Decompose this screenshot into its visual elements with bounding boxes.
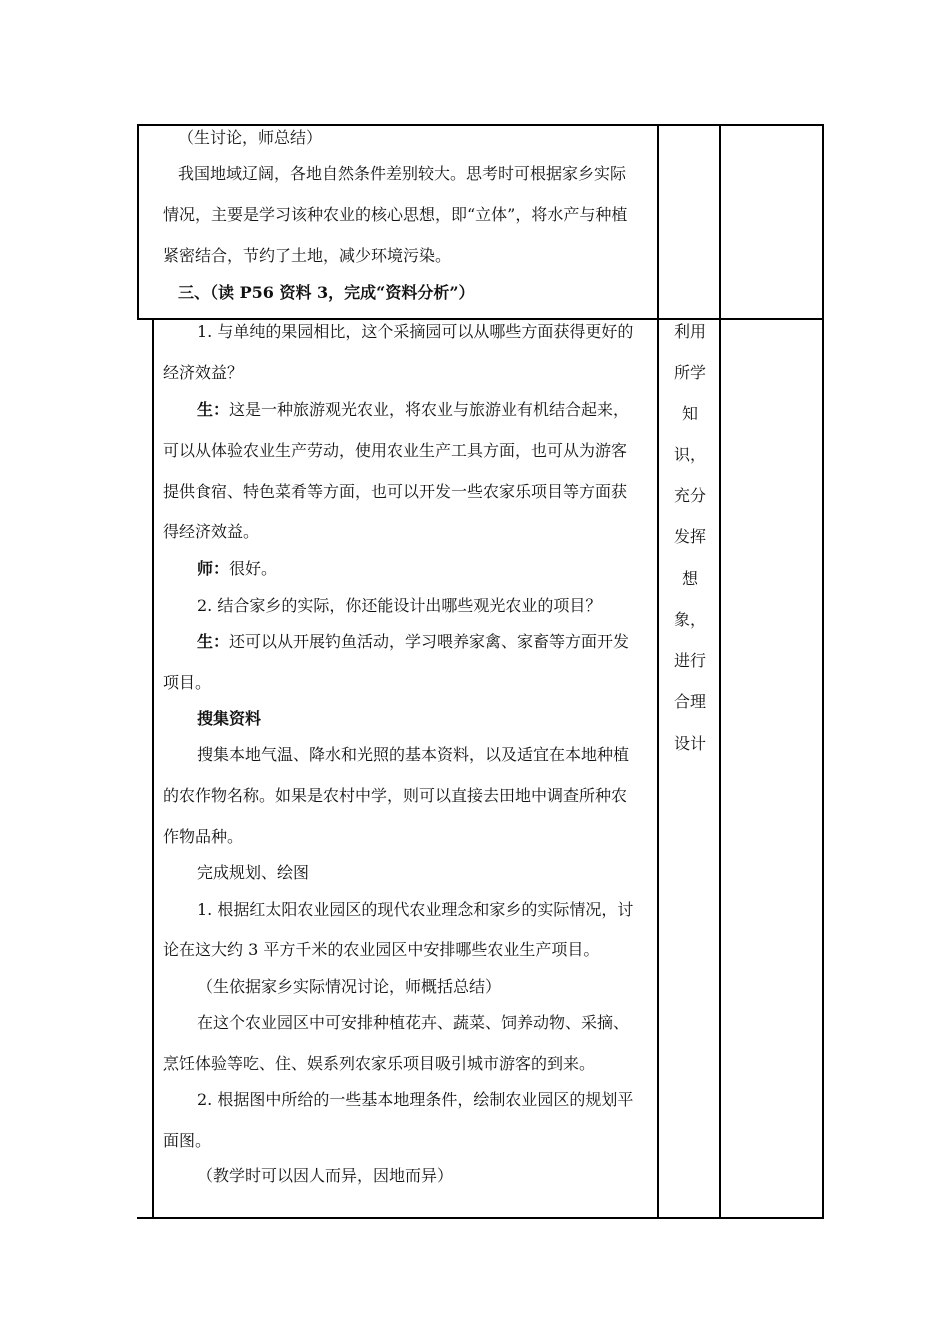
side-note: 所学 xyxy=(673,363,706,382)
side-note: 设计 xyxy=(673,734,706,753)
side-note: 象， xyxy=(673,610,706,629)
answer-2 xyxy=(197,632,629,652)
plan-2-cont: 面图。 xyxy=(163,1131,212,1150)
collect-text: 搜集本地气温、降水和光照的基本资料，以及适宜在本地种植 xyxy=(197,745,630,764)
question-1-cont: 经济效益？ xyxy=(163,363,244,382)
paragraph-line: 紧密结合，节约了土地，减少环境污染。 xyxy=(163,246,452,265)
side-note: 合理 xyxy=(673,692,706,711)
answer-1-cont: 提供食宿、特色菜肴等方面，也可以开发一些农家乐项目等方面获 xyxy=(163,482,628,501)
table-right-border xyxy=(822,124,824,1219)
plan-answer: 烹饪体验等吃、住、娱系列农家乐项目吸引城市游客的到来。 xyxy=(163,1054,596,1073)
plan-2: 2. 根据图中所给的一些基本地理条件，绘制农业园区的规划平 xyxy=(197,1090,634,1109)
answer-1-cont: 可以从体验农业生产劳动，使用农业生产工具方面，也可从为游客 xyxy=(163,441,628,460)
upper-left-border xyxy=(137,124,139,320)
plan-answer: 在这个农业园区中可安排种植花卉、蔬菜、饲养动物、采摘、 xyxy=(197,1013,630,1032)
lower-left-border xyxy=(152,318,154,1219)
collect-text: 的农作物名称。如果是农村中学，则可以直接去田地中调查所种农 xyxy=(163,786,628,805)
answer-text: 还可以从开展钓鱼活动，学习喂养家禽、家畜等方面开发 xyxy=(229,632,630,651)
side-note: 发挥 xyxy=(673,527,706,546)
section-heading: 三、（读 P56 资料 3，完成“资料分析”） xyxy=(178,283,475,302)
plan-note: （生依据家乡实际情况讨论，师概括总结） xyxy=(197,977,502,996)
side-note: 识， xyxy=(673,445,706,464)
heading-plan: 完成规划、绘图 xyxy=(197,863,310,882)
question-1: 1. 与单纯的果园相比，这个采摘园可以从哪些方面获得更好的 xyxy=(197,322,634,341)
column-divider-2 xyxy=(719,124,721,1219)
paragraph-line: 情况，主要是学习该种农业的核心思想，即“立体”，将水产与种植 xyxy=(163,205,628,224)
final-note: （教学时可以因人而异，因地而异） xyxy=(197,1166,454,1185)
answer-text: 这是一种旅游观光农业，将农业与旅游业有机结合起来， xyxy=(229,400,630,419)
side-note: 利用 xyxy=(673,322,706,341)
side-note: 充分 xyxy=(673,486,706,505)
side-note: 想 xyxy=(681,569,698,588)
answer-1-cont: 得经济效益。 xyxy=(163,522,260,541)
answer-1 xyxy=(197,400,629,420)
collect-text: 作物品种。 xyxy=(163,827,244,846)
plan-1: 1. 根据红太阳农业园区的现代农业理念和家乡的实际情况，讨 xyxy=(197,900,634,919)
column-divider-1 xyxy=(657,124,659,1219)
student-label: 生： xyxy=(197,632,230,651)
teacher-reply xyxy=(197,559,277,579)
question-2: 2. 结合家乡的实际，你还能设计出哪些观光农业的项目？ xyxy=(197,596,602,615)
teacher-text: 很好。 xyxy=(229,559,278,578)
teacher-label: 师： xyxy=(197,559,230,578)
plan-1-cont: 论在这大约 3 平方千米的农业园区中安排哪些农业生产项目。 xyxy=(163,940,600,959)
paragraph-line: 我国地域辽阔，各地自然条件差别较大。思考时可根据家乡实际 xyxy=(178,164,627,183)
side-note: 知 xyxy=(681,404,698,423)
heading-collect-data: 搜集资料 xyxy=(197,709,262,728)
discussion-note: （生讨论，师总结） xyxy=(178,128,323,147)
student-label: 生： xyxy=(197,400,230,419)
side-note: 进行 xyxy=(673,651,706,670)
answer-2-cont: 项目。 xyxy=(163,673,212,692)
